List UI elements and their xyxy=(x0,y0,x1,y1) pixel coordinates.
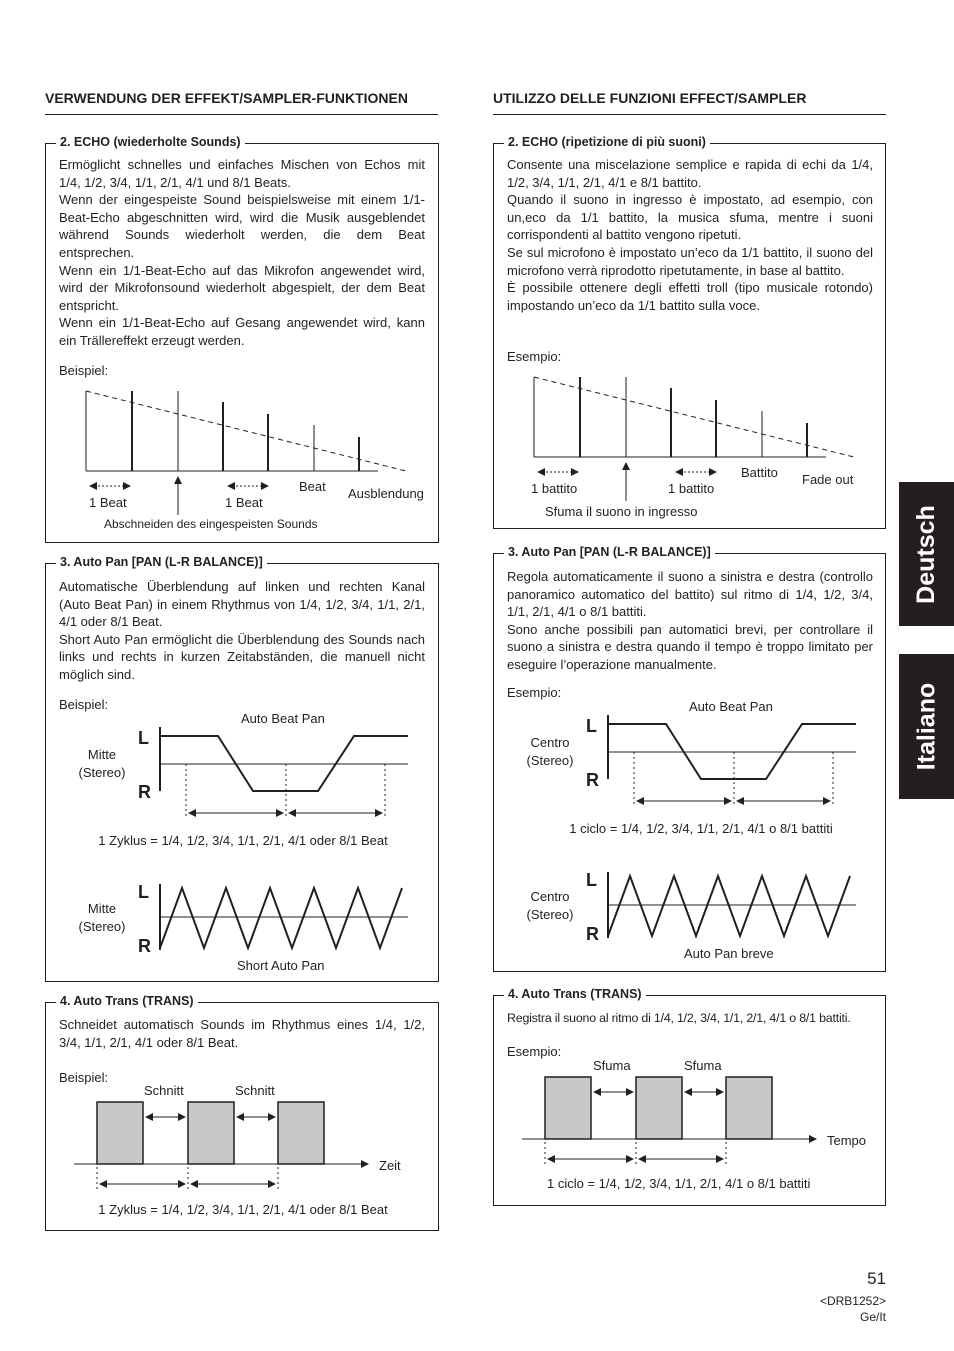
pan-cycle-de: 1 Zyklus = 1/4, 1/2, 3/4, 1/1, 2/1, 4/1 oder 8/1 Beat xyxy=(98,833,388,848)
pan-short-center-it: Centro (Stereo) xyxy=(526,889,574,922)
echo-cut-it: Sfuma il suono in ingresso xyxy=(545,504,698,519)
pan-cycle-it: 1 ciclo = 1/4, 1/2, 3/4, 1/1, 2/1, 4/1 o 8/1 battiti xyxy=(569,821,833,836)
short-auto-pan-diagram-de xyxy=(46,884,440,954)
echo-fade-it: Fade out xyxy=(802,472,854,487)
trans-title-de: 4. Auto Trans (TRANS) xyxy=(56,994,198,1008)
echo-beat-left-de: 1 Beat xyxy=(89,495,127,510)
short-auto-pan-diagram-it xyxy=(494,872,887,942)
trans-time-it: Tempo xyxy=(827,1133,867,1148)
pan-short-r-it: R xyxy=(586,924,599,944)
auto-beat-pan-diagram-de xyxy=(46,727,440,847)
trans-title-it: 4. Auto Trans (TRANS) xyxy=(504,987,646,1001)
tab-italiano-label: Italiano xyxy=(912,682,941,771)
pan-short-center-de: Mitte (Stereo) xyxy=(78,901,126,934)
trans-cut2-it: Sfuma xyxy=(684,1058,722,1073)
echo-cut-de: Abschneiden des eingespeisten Sounds xyxy=(104,517,318,531)
trans-cut2-de: Schnitt xyxy=(235,1083,275,1098)
trans-diagram-de xyxy=(46,1099,440,1199)
pan-example-it: Esempio: xyxy=(507,685,562,700)
echo-title-it: 2. ECHO (ripetizione di più suoni) xyxy=(504,135,710,149)
pan-center-de: Mitte (Stereo) xyxy=(78,747,126,780)
left-heading-rule xyxy=(45,114,438,115)
pan-title-it: 3. Auto Pan [PAN (L-R BALANCE)] xyxy=(504,545,715,559)
tab-deutsch xyxy=(899,482,954,626)
pan-r-de: R xyxy=(138,782,151,802)
short-auto-pan-label-de: Short Auto Pan xyxy=(237,958,325,973)
right-heading: UTILIZZO DELLE FUNZIONI EFFECT/SAMPLER xyxy=(493,90,807,106)
trans-diagram-it xyxy=(494,1074,887,1174)
trans-cycle-de: 1 Zyklus = 1/4, 1/2, 3/4, 1/1, 2/1, 4/1 oder 8/1 Beat xyxy=(98,1202,388,1217)
trans-cut1-de: Schnitt xyxy=(144,1083,184,1098)
pan-example-de: Beispiel: xyxy=(59,697,109,712)
auto-beat-pan-label-it: Auto Beat Pan xyxy=(689,699,773,714)
echo-box-de xyxy=(45,135,439,543)
pan-short-l-de: L xyxy=(138,882,149,902)
trans-cycle-it: 1 ciclo = 1/4, 1/2, 3/4, 1/1, 2/1, 4/1 o 8/1 battiti xyxy=(547,1176,811,1191)
pan-l-de: L xyxy=(138,728,149,748)
echo-box-it xyxy=(493,135,886,529)
pan-text-it: Regola automaticamente il suono a sinistra e destra (controllo panoramico automatico del battito) sul ritmo di 1/4, 1/2, 3/4, 1/1, 2/1, 4/1 o 8/1 battiti. Sono anche possibili pan automatici brevi, per controllare il suono a sinistra e destra quando il tempo è troppo limitato per eseguire l’operazione manualmente. xyxy=(507,569,873,672)
pan-l-it: L xyxy=(586,716,597,736)
pan-r-it: R xyxy=(586,770,599,790)
left-heading: VERWENDUNG DER EFFEKT/SAMPLER-FUNKTIONEN xyxy=(45,90,408,106)
echo-beat-mid-de: 1 Beat xyxy=(225,495,263,510)
trans-time-de: Zeit xyxy=(379,1158,401,1173)
pan-center-it: Centro (Stereo) xyxy=(526,735,574,768)
tab-deutsch-label: Deutsch xyxy=(912,504,941,604)
pan-box-de xyxy=(45,555,439,982)
right-heading-rule xyxy=(493,114,886,115)
pan-short-l-it: L xyxy=(586,870,597,890)
doc-code: <DRB1252> Ge/It xyxy=(819,1294,886,1324)
echo-text-de: Ermöglicht schnelles und einfaches Mischen von Echos mit 1/4, 1/2, 3/4, 1/1, 2/1, 4/1 und 8/1 Beats. Wenn der eingespeiste Sound beispielsweise mit einem 1/1-Beat-Echo abgeschnitten wird, wird die Musik ausgeblendet während Sounds wiederholt werden, die dem Beat entsprechen. Wenn ein 1/1-Beat-Echo auf das Mikrofon angewendet wird, wird der Mikrofonsound wiederholt abgespielt, der dem Beat entspricht. Wenn ein 1/1-Beat-Echo auf Gesang angewendet wird, kann ein Trällereffekt erzeugt werden. xyxy=(59,157,425,348)
trans-cut1-it: Sfuma xyxy=(593,1058,631,1073)
trans-box-it xyxy=(493,987,886,1206)
pan-text-de: Automatische Überblendung auf linken und rechten Kanal (Auto Beat Pan) in einem Rhythmus von 1/4, 1/2, 3/4, 1/1, 2/1, 4/1 oder 8/1 Beat. Short Auto Pan ermöglicht die Überblendung des Sounds nach links und rechts in kurzen Zeitabständen, die manuell nicht möglich sind. xyxy=(59,579,425,682)
trans-example-it: Esempio: xyxy=(507,1044,562,1059)
echo-beat-it: Battito xyxy=(741,465,778,480)
echo-beat-de: Beat xyxy=(299,479,326,494)
pan-short-r-de: R xyxy=(138,936,151,956)
echo-example-it: Esempio: xyxy=(507,349,562,364)
auto-beat-pan-label-de: Auto Beat Pan xyxy=(241,711,325,726)
echo-fade-de: Ausblendung xyxy=(348,486,424,501)
auto-beat-pan-diagram-it xyxy=(494,715,887,835)
echo-title-de: 2. ECHO (wiederholte Sounds) xyxy=(56,135,245,149)
trans-example-de: Beispiel: xyxy=(59,1070,109,1085)
pan-title-de: 3. Auto Pan [PAN (L-R BALANCE)] xyxy=(56,555,267,569)
echo-beat-mid-it: 1 battito xyxy=(668,481,715,496)
page-number: 51 xyxy=(867,1269,886,1288)
echo-beat-left-it: 1 battito xyxy=(531,481,578,496)
trans-text-it: Registra il suono al ritmo di 1/4, 1/2, 3/4, 1/1, 2/1, 4/1 o 8/1 battiti. xyxy=(507,1011,851,1025)
tab-italiano xyxy=(899,654,954,799)
pan-box-it xyxy=(493,545,886,972)
echo-example-de: Beispiel: xyxy=(59,363,109,378)
trans-text-de: Schneidet automatisch Sounds im Rhythmus eines 1/4, 1/2, 3/4, 1/1, 2/1, 4/1 oder 8/1 Beat. xyxy=(59,1017,425,1050)
trans-box-de xyxy=(45,994,439,1231)
short-auto-pan-label-it: Auto Pan breve xyxy=(684,946,774,961)
echo-text-it: Consente una miscelazione semplice e rapida di echi da 1/4, 1/2, 3/4, 1/1, 2/1, 4/1 e 8/1 battito. Quando il suono in ingresso è impostato, ad esempio, con un,eco da 1/1 battito, la musica sfuma, mentre i suoni corrispondenti al battito vengono ripetuti. Se sul microfono è impostato un’eco da 1/1 battito, il suono del microfono verrà riprodotto ripetutamente, in base al battito. È possibile ottenere degli effetti troll (tipo musicale rotondo) impostando un’eco da 1/1 battito sulla voce. xyxy=(507,157,873,313)
